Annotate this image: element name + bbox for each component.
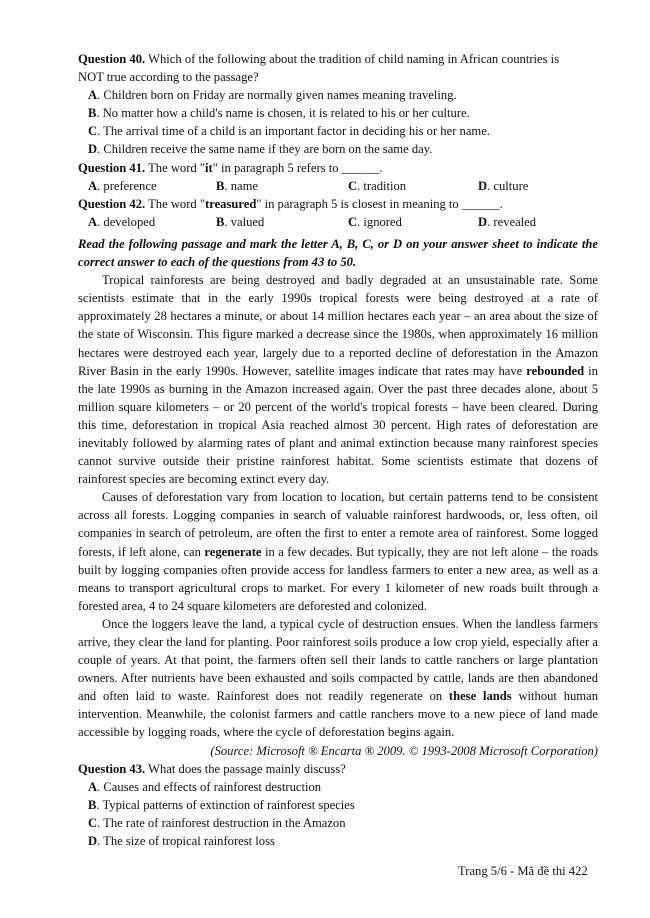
question-42 <box>78 195 598 231</box>
question-42-options <box>78 213 598 231</box>
question-40-option-b: B. No matter how a child's name is chosen, it is related to his or her culture. <box>88 106 470 121</box>
exam-page <box>78 50 598 850</box>
question-41-label: Question 41. <box>78 160 146 175</box>
question-41-option-a: A. preference <box>88 178 157 193</box>
question-43-option-d: D. The size of tropical rainforest loss <box>88 834 275 849</box>
question-43-option-b: B. Typical patterns of extinction of rainforest species <box>88 797 355 812</box>
question-43-option-c: C. The rate of rainforest destruction in the Amazon <box>88 815 346 830</box>
question-42-option-a: A. developed <box>88 214 156 229</box>
passage-source: (Source: Microsoft ® Encarta ® 2009. © 1993-2008 Microsoft Corporation) <box>210 743 598 758</box>
question-40-stem-cont: NOT true according to the passage? <box>78 70 259 85</box>
question-40-option-c: C. The arrival time of a child is an important factor in deciding his or her name. <box>88 124 490 139</box>
question-43-label: Question 43. <box>78 761 146 776</box>
question-42-option-c: C. ignored <box>348 214 402 229</box>
highlighted-phrase-these-lands: these lands <box>448 689 512 704</box>
question-43-option-a: A. Causes and effects of rainforest destruction <box>88 779 322 794</box>
question-41-option-b: B. name <box>216 178 258 193</box>
question-40-stem: Question 40. Which of the following about the tradition of child naming in African countries is <box>78 52 560 66</box>
question-41-option-d: D. culture <box>478 178 529 193</box>
passage-paragraph-1: Tropical rainforests are being destroyed and badly degraded at an unsustainable rate. Some scientists estimate that in the early 1990s tropical forests were being destroyed at a rate of approximately 28 hectares a minute, or about 14 million hectares each year – an area about the size of the state of Wisconsin. This figure marked a decrease since the 1980s, when approximately 16 million hectares were destroyed each year, largely due to a reported decline of deforestation in the Amazon River Basin in the early 1990s. However, satellite images indicate that rates may have rebounded in the late 1990s as burning in the Amazon increased again. Over the past three decades alone, about 5 million square kilometers – or 20 percent of the world's tropical forests – have been cleared. During this time, deforestation in tropical Asia reached almost 30 percent. High rates of deforestation are inevitably followed by alarming rates of plant and animal extinction because many rainforest species cannot survive outside their pristine rainforest habitat. Some scientists estimate that dozens of rainforest species are becoming extinct every day. <box>78 273 598 487</box>
reading-passage <box>78 271 598 760</box>
question-42-option-b: B. valued <box>216 214 265 229</box>
page-footer: Trang 5/6 - Mã đề thi 422 <box>458 864 588 878</box>
question-43 <box>78 760 598 850</box>
question-41-options <box>78 177 598 195</box>
question-43-stem: Question 43. What does the passage mainly discuss? <box>78 761 346 776</box>
passage-instruction: Read the following passage and mark the letter A, B, C, or D on your answer sheet to indicate the correct answer to each of the questions from 43 to 50. <box>78 236 598 270</box>
question-41-stem: Question 41. The word "it" in paragraph 5 refers to ______. <box>78 160 383 175</box>
question-41-option-c: C. tradition <box>348 178 407 193</box>
question-40-option-d: D. Children receive the same name if they are born on the same day. <box>88 142 433 157</box>
passage-paragraph-3: Once the loggers leave the land, a typical cycle of destruction ensues. When the landless farmers arrive, they clear the land for planting. Poor rainforest soils produce a low crop yield, especially after a couple of years. At that point, the farmers often sell their lands to cattle ranchers or large plantation owners. After nutrients have been exhausted and soils compacted by cattle, lands are then abandoned and often laid to waste. Rainforest does not readily regenerate on these lands without human intervention. Meanwhile, the colonist farmers and cattle ranchers move to a new piece of land made accessible by logging roads, where the cycle of deforestation begins again. <box>78 616 598 740</box>
question-42-option-d: D. revealed <box>478 214 537 229</box>
question-40 <box>78 50 598 159</box>
question-41 <box>78 159 598 195</box>
highlighted-word-rebounded: rebounded <box>526 363 585 378</box>
highlighted-word-regenerate: regenerate <box>204 544 262 559</box>
question-42-stem: Question 42. The word "treasured" in paragraph 5 is closest in meaning to ______. <box>78 196 503 211</box>
question-40-option-a: A. Children born on Friday are normally given names meaning traveling. <box>88 88 457 103</box>
passage-paragraph-2: Causes of deforestation vary from location to location, but certain patterns tend to be consistent across all forests. Logging companies in search of valuable rainforest hardwoods, or, less often, oil companies in search of petroleum, are often the first to enter a remote area of rainforest. Some logged forests, if left alone, can regenerate in a few decades. But typically, they are not left alone – the roads built by logging companies often provide access for landless farmers to enter a new area, as well as a means to transport agricultural crops to market. For every 1 kilometer of new roads built through a forested area, 4 to 24 square kilometers are deforested and colonized. <box>78 490 598 613</box>
question-42-label: Question 42. <box>78 196 146 211</box>
question-40-label: Question 40. <box>78 52 146 66</box>
